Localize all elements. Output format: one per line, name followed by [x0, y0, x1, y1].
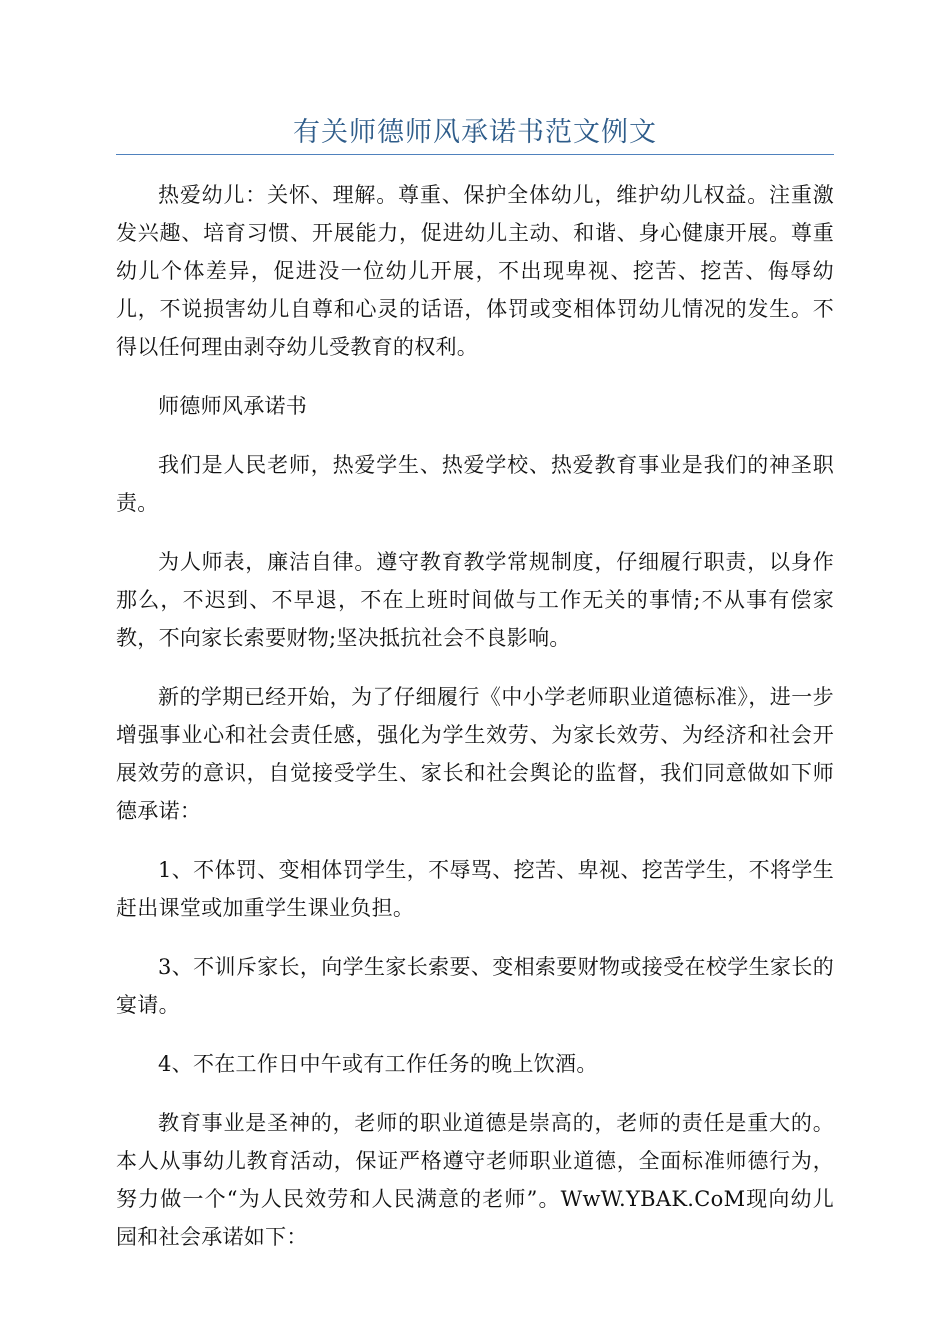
- paragraph-new-semester: 新的学期已经开始，为了仔细履行《中小学老师职业道德标准》，进一步增强事业心和社会责任感，强化为学生效劳、为家长效劳、为经济和社会开展效劳的意识，自觉接受学生、家长和社会舆论的监督，我们同意做如下师德承诺：: [116, 685, 834, 823]
- document-body: [116, 176, 834, 1277]
- commitment-item-4: 4、不在工作日中午或有工作任务的晚上饮酒。: [158, 1052, 598, 1076]
- paragraph-closing: 教育事业是圣神的，老师的职业道德是崇高的，老师的责任是重大的。本人从事幼儿教育活动，保证严格遵守老师职业道德，全面标准师德行为，努力做一个“为人民效劳和人民满意的老师”。WwW.YBAK.CoM现向幼儿园和社会承诺如下：: [116, 1111, 834, 1249]
- title-underline: [116, 154, 834, 155]
- document-title: 有关师德师风承诺书范文例文: [293, 117, 657, 148]
- paragraph-teacher-duty: 我们是人民老师，热爱学生、热爱学校、热爱教育事业是我们的神圣职责。: [116, 453, 834, 515]
- paragraph-caring-for-children: 热爱幼儿：关怀、理解。尊重、保护全体幼儿，维护幼儿权益。注重激发兴趣、培育习惯、开展能力，促进幼儿主动、和谐、身心健康开展。尊重幼儿个体差异，促进没一位幼儿开展，不出现卑视、挖苦、挖苦、侮辱幼儿，不说损害幼儿自尊和心灵的话语，体罚或变相体罚幼儿情况的发生。不得以任何理由剥夺幼儿受教育的权利。: [116, 183, 834, 359]
- section-heading: 师德师风承诺书: [158, 394, 308, 418]
- paragraph-integrity: 为人师表，廉洁自律。遵守教育教学常规制度，仔细履行职责，以身作那么，不迟到、不早退，不在上班时间做与工作无关的事情;不从事有偿家教，不向家长索要财物;坚决抵抗社会不良影响。: [116, 550, 834, 650]
- commitment-item-3: 3、不训斥家长，向学生家长索要、变相索要财物或接受在校学生家长的宴请。: [116, 955, 834, 1017]
- commitment-item-1: 1、不体罚、变相体罚学生，不辱骂、挖苦、卑视、挖苦学生，不将学生赶出课堂或加重学生课业负担。: [116, 858, 834, 920]
